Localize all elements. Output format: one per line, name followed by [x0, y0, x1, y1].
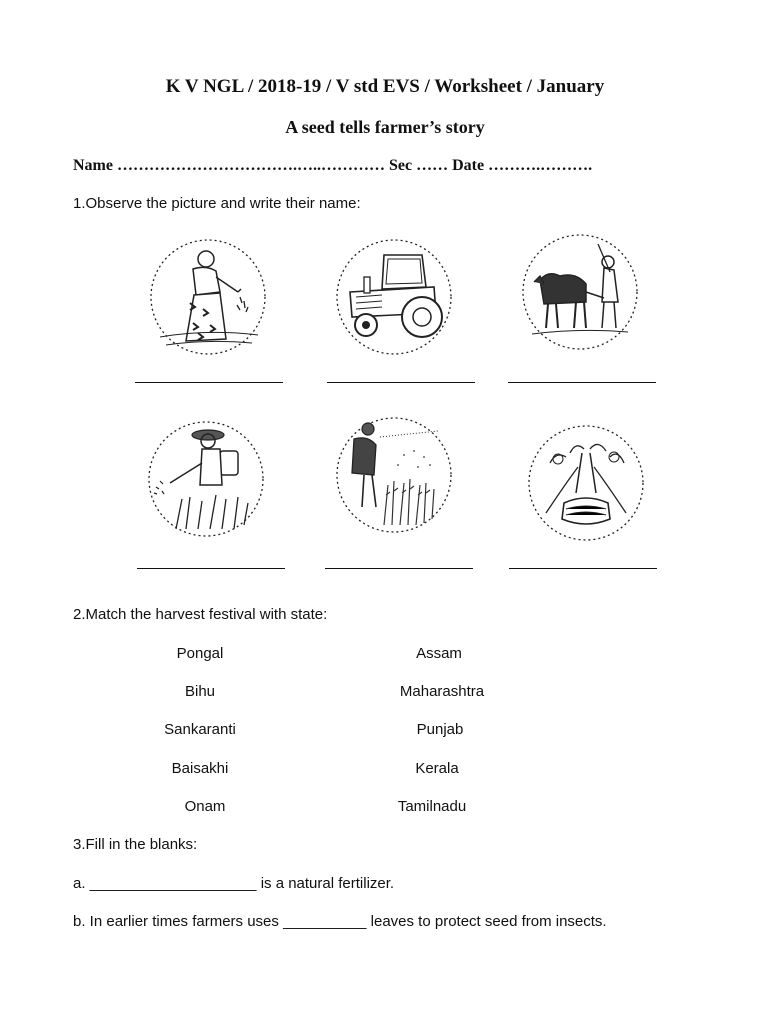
festival-item: Onam: [184, 798, 226, 815]
festival-item: Baisakhi: [171, 760, 229, 777]
harvesting-crop-picture: [334, 415, 454, 535]
festival-item: Sankaranti: [164, 721, 236, 738]
name-section-date-line: Name …………………………….…..………… Sec …… Date ……….……….: [73, 157, 593, 174]
state-item: Tamilnadu: [397, 798, 467, 815]
answer-blank-4[interactable]: [137, 568, 285, 569]
sowing-woman-picture: [148, 237, 268, 357]
state-item: Kerala: [415, 760, 459, 777]
answer-blank-2[interactable]: [327, 382, 475, 383]
worksheet-title: K V NGL / 2018-19 / V std EVS / Worksheet / January: [165, 76, 605, 97]
spraying-farmer-picture: [146, 419, 266, 539]
festival-item: Bihu: [184, 683, 216, 700]
fill-blank-b: b. In earlier times farmers uses __________ leaves to protect seed from insects.: [73, 913, 607, 930]
state-item: Punjab: [416, 721, 464, 738]
answer-blank-1[interactable]: [135, 382, 283, 383]
worksheet-subtitle: A seed tells farmer’s story: [285, 117, 485, 137]
ox-ploughing-picture: [520, 232, 640, 352]
answer-blank-3[interactable]: [508, 382, 656, 383]
tractor-picture: [334, 237, 454, 357]
state-item: Maharashtra: [399, 683, 485, 700]
question-2-label: 2.Match the harvest festival with state:: [73, 606, 328, 623]
answer-blank-6[interactable]: [509, 568, 657, 569]
irrigation-pot-picture: [526, 423, 646, 543]
festival-item: Pongal: [176, 645, 224, 662]
question-1-label: 1.Observe the picture and write their name:: [73, 195, 361, 212]
state-item: Assam: [416, 645, 462, 662]
question-3-label: 3.Fill in the blanks:: [73, 836, 198, 853]
fill-blank-a: a. ____________________ is a natural fertilizer.: [73, 875, 395, 892]
answer-blank-5[interactable]: [325, 568, 473, 569]
